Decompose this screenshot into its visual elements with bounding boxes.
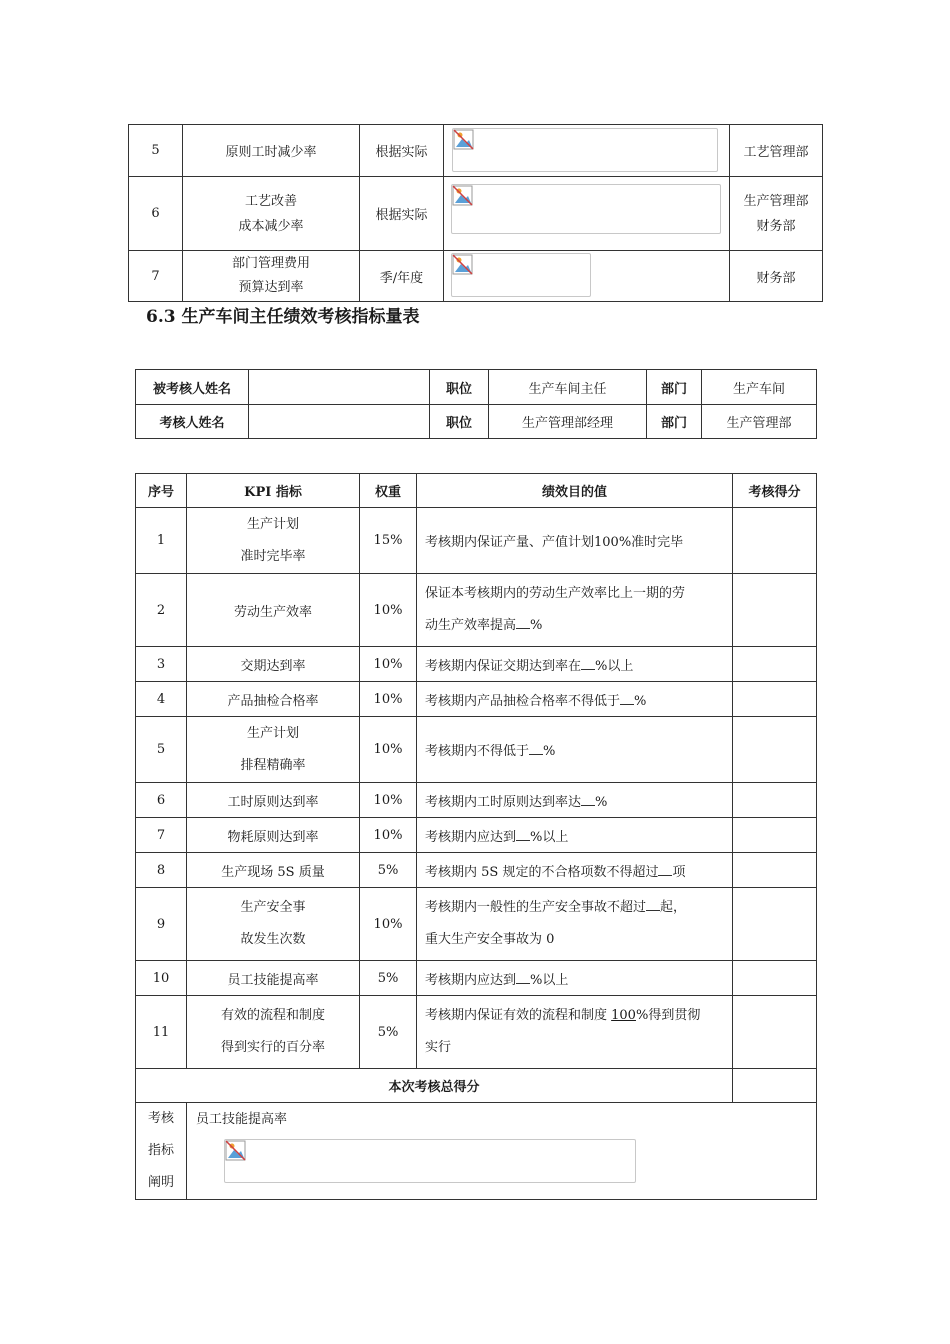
target-text: 考核期内保证有效的流程和制度 [425, 1008, 612, 1023]
target-line [425, 610, 724, 642]
target-text: %以上 [530, 972, 569, 988]
header-no: 序号 [136, 474, 187, 508]
target-line [425, 892, 724, 924]
indicator-line: 生产计划 [246, 516, 299, 532]
explanation-content [187, 1103, 817, 1200]
target-value [417, 996, 733, 1069]
total-score-cell [733, 1069, 817, 1103]
target-value [417, 853, 733, 888]
weight-value: 10% [360, 717, 417, 783]
score-cell [733, 853, 817, 888]
indicator-name [187, 717, 360, 783]
table-row [136, 574, 817, 647]
blank-line [581, 657, 595, 670]
indicator-line: 故发生次数 [240, 932, 306, 947]
blank-line [620, 692, 634, 705]
responsible-dept [730, 177, 823, 251]
dept-label: 部门 [647, 405, 702, 439]
indicator-line: 工艺改善 [244, 193, 297, 209]
blank-line [658, 863, 672, 876]
indicator-name: 原则工时减少率 [183, 125, 360, 177]
row-number: 2 [136, 574, 187, 647]
score-cell [733, 996, 817, 1069]
target-text: %以上 [595, 658, 634, 674]
row-number: 9 [136, 888, 187, 961]
explanation-text: 员工技能提高率 [196, 1112, 288, 1127]
target-value [417, 717, 733, 783]
indicator-name: 产品抽检合格率 [187, 682, 360, 717]
weight-value: 季/年度 [360, 251, 444, 302]
position-label: 职位 [430, 405, 489, 439]
target-text: 考核期内产品抽检合格率不得低于 [425, 693, 621, 709]
indicator-name: 劳动生产效率 [187, 574, 360, 647]
weight-value: 根据实际 [360, 125, 444, 177]
table-row [136, 508, 817, 574]
blank-line [516, 971, 530, 984]
target-line: 实行 [425, 1040, 452, 1055]
weight-value: 10% [360, 574, 417, 647]
assessor-dept: 生产管理部 [702, 405, 817, 439]
weight-value: 5% [360, 961, 417, 996]
formula-cell [444, 177, 730, 251]
weight-value: 10% [360, 888, 417, 961]
table-row [136, 818, 817, 853]
row-number: 3 [136, 647, 187, 682]
target-text: %以上 [530, 829, 569, 845]
row-number: 6 [136, 783, 187, 818]
row-number: 7 [129, 251, 183, 302]
indicator-line: 部门管理费用 [231, 256, 310, 271]
target-text: 考核期内工时原则达到率达 [425, 794, 582, 810]
total-row [136, 1069, 817, 1103]
target-text: % [634, 693, 647, 709]
header-target: 绩效目的值 [417, 474, 733, 508]
explanation-row [136, 1103, 817, 1200]
table-row [136, 717, 817, 783]
target-text: % [543, 744, 556, 759]
target-text: 考核期内一般性的生产安全事故不超过 [425, 900, 647, 915]
broken-image-icon [451, 184, 721, 234]
blank-line [516, 616, 530, 629]
dept-label: 部门 [647, 370, 702, 405]
blank-line [516, 828, 530, 841]
weight-value: 15% [360, 508, 417, 574]
target-text: 100 [611, 1008, 636, 1023]
target-text: 动生产效率提高 [425, 618, 517, 633]
indicator-name: 员工技能提高率 [187, 961, 360, 996]
dept-line: 财务部 [756, 218, 796, 234]
indicator-name [187, 508, 360, 574]
target-text: % [595, 794, 608, 810]
target-value [417, 574, 733, 647]
table-row [136, 682, 817, 717]
assessor-label: 考核人姓名 [136, 405, 249, 439]
weight-value: 根据实际 [360, 177, 444, 251]
indicator-name: 生产现场 5S 质量 [187, 853, 360, 888]
target-text: 起， [660, 900, 687, 915]
indicator-line: 有效的流程和制度 [220, 1008, 325, 1023]
weight-value: 5% [360, 996, 417, 1069]
row-number: 11 [136, 996, 187, 1069]
weight-value: 10% [360, 783, 417, 818]
assessee-position: 生产车间主任 [489, 370, 647, 405]
table-row [129, 125, 823, 177]
target-line: 保证本考核期内的劳动生产效率比上一期的劳 [425, 586, 686, 601]
table-row [136, 370, 817, 405]
score-cell [733, 961, 817, 996]
table-row [136, 647, 817, 682]
header-indicator: KPI 指标 [187, 474, 360, 508]
target-text: 考核期内不得低于 [425, 744, 530, 759]
score-cell [733, 508, 817, 574]
assessor-name-value [249, 405, 430, 439]
assessor-position: 生产管理部经理 [489, 405, 647, 439]
table-row [129, 177, 823, 251]
target-value [417, 961, 733, 996]
assessee-dept: 生产车间 [702, 370, 817, 405]
table-row [136, 853, 817, 888]
indicator-line: 生产计划 [246, 725, 299, 741]
target-text: %得到贯彻 [635, 1008, 701, 1023]
blank-line [646, 898, 660, 911]
target-line: 重大生产安全事故为 0 [425, 932, 555, 947]
target-line [425, 1000, 724, 1032]
score-cell [733, 717, 817, 783]
weight-value: 10% [360, 682, 417, 717]
indicator-name [183, 251, 360, 302]
weight-value: 10% [360, 818, 417, 853]
row-number: 1 [136, 508, 187, 574]
target-value [417, 818, 733, 853]
responsible-dept: 工艺管理部 [730, 125, 823, 177]
blank-line [581, 793, 595, 806]
header-weight: 权重 [360, 474, 417, 508]
broken-image-icon [224, 1139, 636, 1183]
target-text: 考核期内 5S 规定的不合格项数不得超过 [425, 864, 659, 880]
row-number: 5 [129, 125, 183, 177]
row-number: 4 [136, 682, 187, 717]
table-row [136, 405, 817, 439]
weight-value: 5% [360, 853, 417, 888]
header-score: 考核得分 [733, 474, 817, 508]
row-number: 8 [136, 853, 187, 888]
kpi-table [135, 473, 817, 1200]
target-value: 考核期内保证产量、产值计划100%准时完毕 [417, 508, 733, 574]
score-cell [733, 574, 817, 647]
explanation-label [136, 1103, 187, 1200]
responsible-dept: 财务部 [730, 251, 823, 302]
target-value [417, 647, 733, 682]
table-row [136, 996, 817, 1069]
indicator-line: 生产安全事 [240, 900, 306, 915]
assessee-label: 被考核人姓名 [136, 370, 249, 405]
row-number: 10 [136, 961, 187, 996]
row-number: 5 [136, 717, 187, 783]
target-value [417, 682, 733, 717]
score-cell [733, 888, 817, 961]
broken-image-icon [452, 128, 718, 172]
table-row [136, 783, 817, 818]
score-cell [733, 682, 817, 717]
blank-line [529, 742, 543, 755]
table-row [136, 888, 817, 961]
label-line: 阐明 [147, 1175, 174, 1190]
target-text: % [530, 618, 543, 633]
dept-line: 生产管理部 [743, 193, 809, 209]
indicator-name: 工时原则达到率 [187, 783, 360, 818]
target-text: 考核期内应达到 [425, 972, 517, 988]
indicator-name [183, 177, 360, 251]
top-kpi-table [128, 124, 823, 302]
row-number: 6 [129, 177, 183, 251]
assessee-name-value [249, 370, 430, 405]
target-value [417, 783, 733, 818]
row-number: 7 [136, 818, 187, 853]
table-row [136, 961, 817, 996]
broken-image-icon [451, 253, 591, 297]
section-title: 6.3 生产车间主任绩效考核指标量表 [146, 307, 420, 327]
assessment-info-table [135, 369, 817, 439]
indicator-line: 准时完毕率 [240, 548, 306, 564]
indicator-name [187, 996, 360, 1069]
weight-value: 10% [360, 647, 417, 682]
table-row [129, 251, 823, 302]
target-text: 项 [672, 864, 686, 880]
indicator-line: 排程精确率 [240, 757, 306, 773]
position-label: 职位 [430, 370, 489, 405]
formula-cell [444, 125, 730, 177]
indicator-line: 成本减少率 [238, 218, 304, 234]
score-cell [733, 647, 817, 682]
indicator-name [187, 888, 360, 961]
target-value [417, 888, 733, 961]
total-label: 本次考核总得分 [136, 1069, 733, 1103]
header-row [136, 474, 817, 508]
score-cell [733, 818, 817, 853]
indicator-line: 预算达到率 [238, 280, 304, 295]
label-line: 考核 [147, 1111, 174, 1126]
indicator-name: 交期达到率 [187, 647, 360, 682]
formula-cell [444, 251, 730, 302]
label-line: 指标 [147, 1143, 174, 1158]
indicator-name: 物耗原则达到率 [187, 818, 360, 853]
indicator-line: 得到实行的百分率 [220, 1040, 325, 1055]
target-text: 考核期内保证交期达到率在 [425, 658, 582, 674]
score-cell [733, 783, 817, 818]
target-text: 考核期内应达到 [425, 829, 517, 845]
